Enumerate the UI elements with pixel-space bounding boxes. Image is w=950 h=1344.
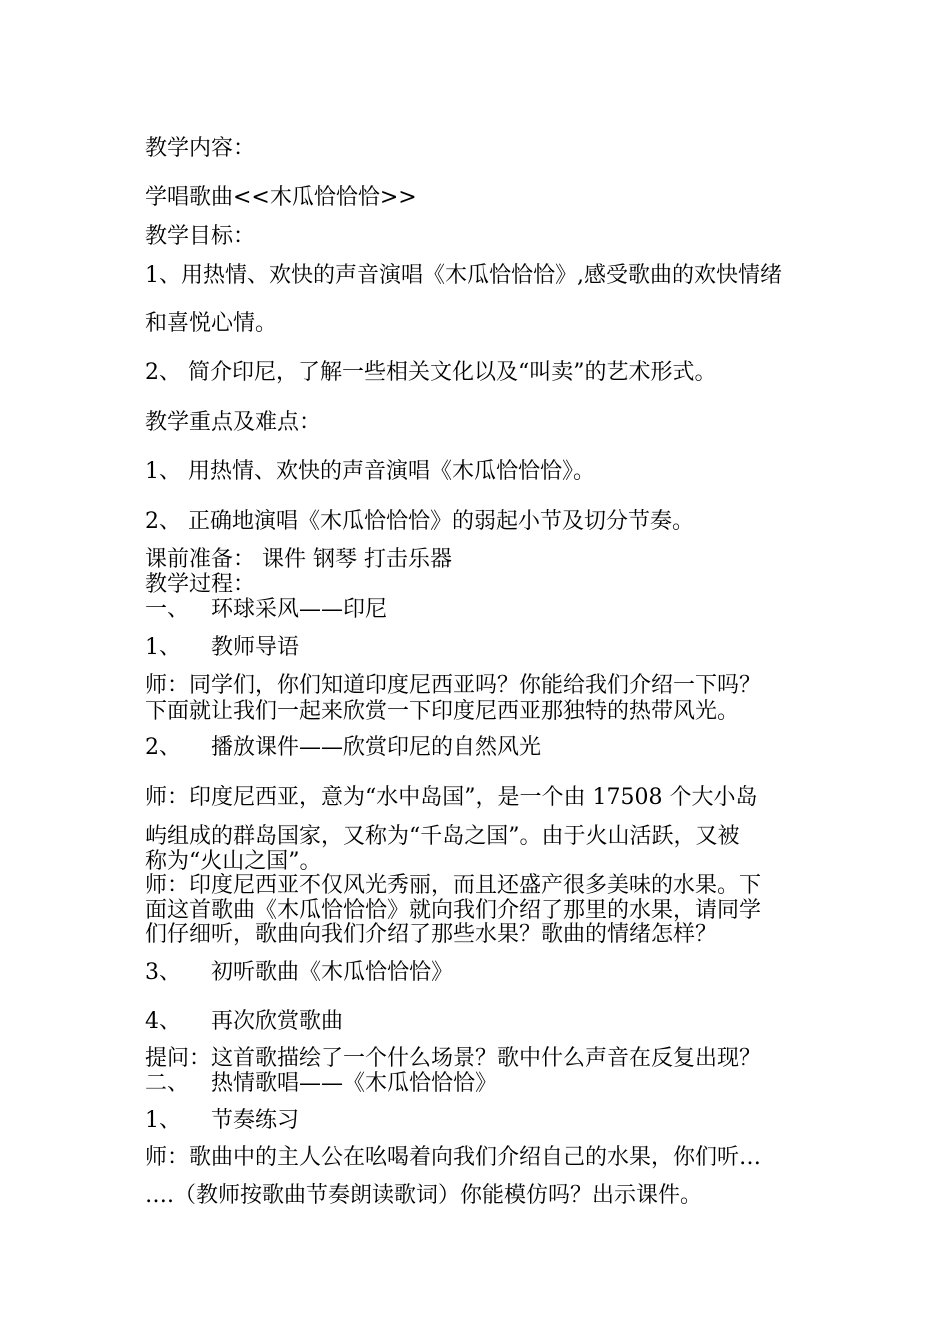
list-item xyxy=(145,635,299,661)
list-number: 一、 xyxy=(145,597,190,622)
lesson-topic: 学唱歌曲<<木瓜恰恰恰>> xyxy=(145,185,417,210)
key-point-1: 1、 用热情、欢快的声音演唱《木瓜恰恰恰》。 xyxy=(145,459,595,484)
list-number: 3、 xyxy=(145,960,181,985)
list-item xyxy=(145,597,387,623)
section-heading-key-points: 教学重点及难点： xyxy=(145,410,322,435)
list-number: 4、 xyxy=(145,1009,181,1034)
list-text: 热情歌唱——《木瓜恰恰恰》 xyxy=(211,1071,498,1096)
paragraph-line: 师：同学们，你们知道印度尼西亚吗？你能给我们介绍一下吗？ xyxy=(145,673,762,698)
list-item xyxy=(145,1108,299,1134)
list-text: 节奏练习 xyxy=(211,1108,300,1133)
paragraph-line: 们仔细听，歌曲向我们介绍了那些水果？歌曲的情绪怎样？ xyxy=(145,922,718,947)
list-text: 播放课件——欣赏印尼的自然风光 xyxy=(211,735,542,760)
question-line: 提问：这首歌描绘了一个什么场景？歌中什么声音在反复出现？ xyxy=(145,1046,762,1071)
list-item xyxy=(145,1009,343,1035)
paragraph-line: 屿组成的群岛国家，又称为“千岛之国”。由于火山活跃，又被 xyxy=(145,824,740,849)
list-text: 环球采风——印尼 xyxy=(211,597,388,622)
section-heading-process: 教学过程： xyxy=(145,572,256,597)
section-heading-content: 教学内容： xyxy=(145,136,256,161)
key-point-2: 2、 正确地演唱《木瓜恰恰恰》的弱起小节及切分节奏。 xyxy=(145,509,694,534)
list-number: 二、 xyxy=(145,1071,190,1096)
section-heading-goals: 教学目标： xyxy=(145,224,256,249)
list-item xyxy=(145,735,541,761)
list-number: 1、 xyxy=(145,1108,181,1133)
goal-1-line-2: 和喜悦心情。 xyxy=(145,311,278,336)
list-text: 再次欣赏歌曲 xyxy=(211,1009,344,1034)
paragraph-line: 称为“火山之国”。 xyxy=(145,849,322,874)
paragraph-line: 师：印度尼西亚，意为“水中岛国”，是一个由 17508 个大小岛 xyxy=(145,785,758,810)
goal-2: 2、 简介印尼，了解一些相关文化以及“叫卖”的艺术形式。 xyxy=(145,360,717,385)
goal-1-line-1: 1、用热情、欢快的声音演唱《木瓜恰恰恰》,感受歌曲的欢快情绪 xyxy=(145,263,782,288)
paragraph-line: 下面就让我们一起来欣赏一下印度尼西亚那独特的热带风光。 xyxy=(145,699,740,724)
list-number: 1、 xyxy=(145,635,181,660)
paragraph-line: 面这首歌曲《木瓜恰恰恰》就向我们介绍了那里的水果，请同学 xyxy=(145,898,762,923)
list-item xyxy=(145,1071,497,1097)
list-text: 初听歌曲《木瓜恰恰恰》 xyxy=(211,960,454,985)
paragraph-line: 师：印度尼西亚不仅风光秀丽，而且还盛产很多美味的水果。下 xyxy=(145,873,762,898)
paragraph-line: ….（教师按歌曲节奏朗读歌词）你能模仿吗？出示课件。 xyxy=(145,1183,702,1208)
list-item xyxy=(145,960,453,986)
preparation: 课前准备： 课件 钢琴 打击乐器 xyxy=(145,547,452,572)
list-number: 2、 xyxy=(145,735,181,760)
paragraph-line: 师：歌曲中的主人公在吆喝着向我们介绍自己的水果，你们听… xyxy=(145,1145,762,1170)
list-text: 教师导语 xyxy=(211,635,300,660)
